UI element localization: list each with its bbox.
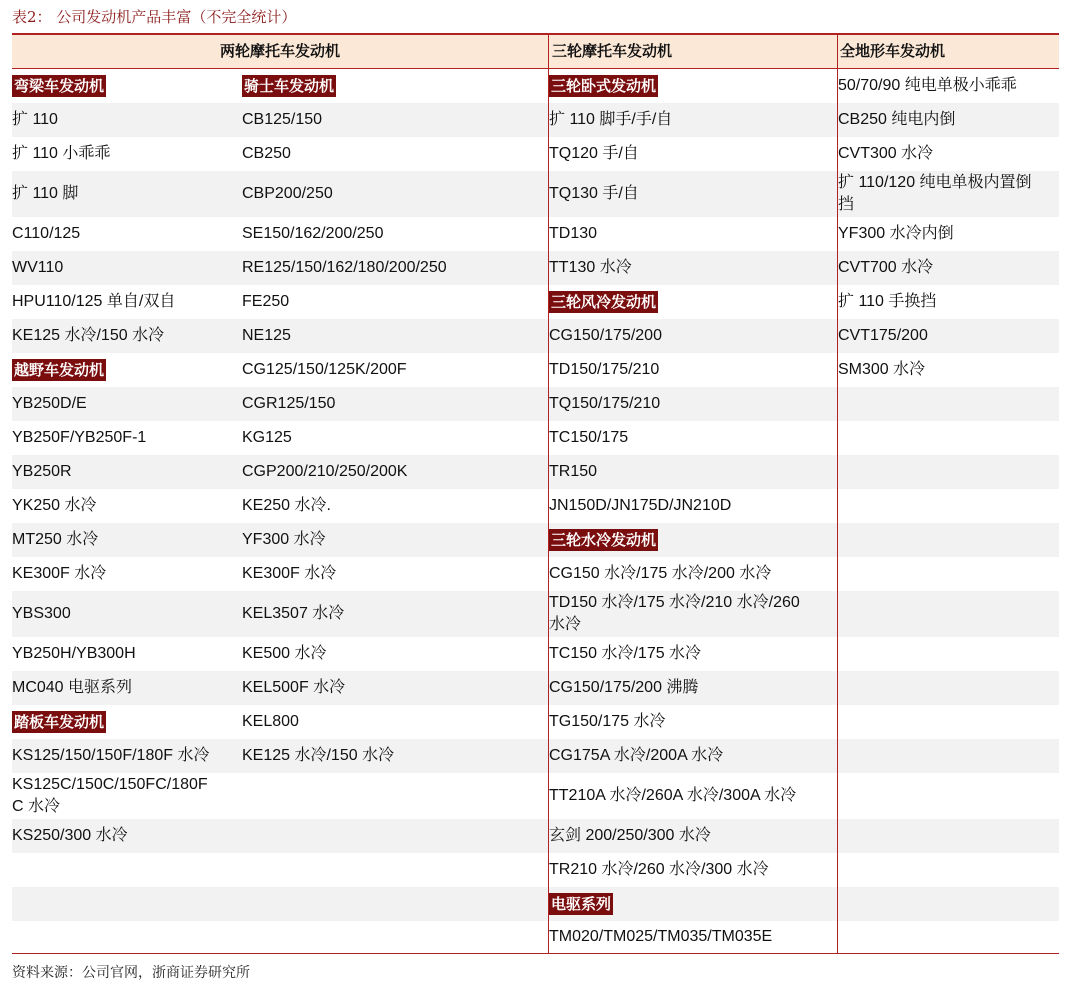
engine-model: 扩 110 小乖乖: [12, 145, 111, 162]
engine-model: KE300F 水冷: [242, 565, 337, 582]
engine-model: NE125: [242, 327, 291, 344]
engine-model: KS125/150/150F/180F 水冷: [12, 747, 210, 764]
category-label: 弯梁车发动机: [14, 77, 105, 95]
engine-model: YB250F/YB250F-1: [12, 429, 147, 446]
engine-model: 扩 110 脚手/手/自: [549, 111, 673, 128]
engine-model: TQ120 手/自: [549, 145, 639, 162]
engine-model: 玄剑 200/250/300 水冷: [549, 827, 711, 844]
engine-model: SE150/162/200/250: [242, 225, 384, 242]
engine-model: KEL3507 水冷: [242, 605, 345, 622]
engine-model: KS250/300 水冷: [12, 827, 128, 844]
category-label: 电驱系列: [551, 895, 612, 913]
engine-model: TR150: [549, 463, 598, 480]
engine-model: JN150D/JN175D/JN210D: [549, 497, 732, 514]
engine-model: YF300 水冷: [242, 531, 326, 548]
category-label: 踏板车发动机: [14, 713, 105, 731]
engine-model: TD150/175/210: [549, 361, 660, 378]
engine-model: CB125/150: [242, 111, 323, 128]
engine-model: WV110: [12, 259, 64, 276]
row-background: [12, 853, 1059, 887]
engine-model: TQ150/175/210: [549, 395, 661, 412]
engine-model: TT130 水冷: [549, 259, 632, 276]
engine-model: YF300 水冷内倒: [838, 225, 954, 242]
header-three-wheel: 三轮摩托车发动机: [552, 42, 673, 60]
engine-model: CB250 纯电内倒: [838, 111, 956, 128]
engine-model: CGP200/210/250/200K: [242, 463, 408, 480]
engine-model: 50/70/90 纯电单极小乖乖: [838, 77, 1017, 94]
engine-model: TR210 水冷/260 水冷/300 水冷: [549, 861, 769, 878]
engine-model: YB250H/YB300H: [12, 645, 136, 662]
row-background: [12, 887, 1059, 921]
engine-model: TD130: [549, 225, 598, 242]
engine-model: CGR125/150: [242, 395, 336, 412]
column-divider: [548, 35, 549, 953]
engine-model: SM300 水冷: [838, 361, 926, 378]
engine-model: 扩 110 脚: [12, 185, 79, 202]
engine-model: FE250: [242, 293, 290, 310]
engine-model: YB250D/E: [12, 395, 87, 412]
engine-model: TM020/TM025/TM035/TM035E: [549, 928, 773, 945]
engine-model: KE125 水冷/150 水冷: [12, 327, 165, 344]
engine-model: TQ130 手/自: [549, 185, 639, 202]
table-header: [12, 35, 1059, 69]
engine-model: CG150 水冷/175 水冷/200 水冷: [549, 565, 772, 582]
category-label: 三轮水冷发动机: [551, 531, 657, 549]
engine-model: KEL500F 水冷: [242, 679, 346, 696]
engine-model: CB250: [242, 145, 291, 162]
engine-model: TG150/175 水冷: [549, 713, 666, 730]
engine-model: KS125C/150C/150FC/180F C 水冷: [12, 776, 208, 815]
engine-model: KE300F 水冷: [12, 565, 107, 582]
engine-model: 扩 110: [12, 111, 58, 128]
engine-model: KG125: [242, 429, 292, 446]
engine-model: C110/125: [12, 225, 81, 242]
engine-model: MC040 电驱系列: [12, 679, 133, 696]
engine-model: MT250 水冷: [12, 531, 99, 548]
engine-model: TC150/175: [549, 429, 629, 446]
bottom-rule: [12, 953, 1059, 954]
engine-model: CG125/150/125K/200F: [242, 361, 407, 378]
engine-model: YK250 水冷: [12, 497, 97, 514]
engine-model: HPU110/125 单自/双自: [12, 293, 176, 310]
engine-model: YBS300: [12, 605, 71, 622]
source-note: 资料来源：公司官网，浙商证券研究所: [12, 965, 250, 981]
engine-model: CG150/175/200: [549, 327, 662, 344]
engine-model: 扩 110/120 纯电单极内置倒 挡: [838, 174, 1032, 213]
category-label: 三轮风冷发动机: [551, 293, 657, 311]
engine-model: CG150/175/200 沸腾: [549, 679, 699, 696]
engine-model: KE250 水冷.: [242, 497, 331, 514]
engine-model: CVT175/200: [838, 327, 928, 344]
engine-model: CVT300 水冷: [838, 145, 934, 162]
row-background: [12, 921, 1059, 953]
engine-model: TD150 水冷/175 水冷/210 水冷/260 水冷: [549, 594, 800, 633]
header-two-wheel: 两轮摩托车发动机: [219, 42, 340, 60]
engine-model: KE125 水冷/150 水冷: [242, 747, 395, 764]
engine-model: TT210A 水冷/260A 水冷/300A 水冷: [549, 787, 797, 804]
engine-model: YB250R: [12, 463, 72, 480]
header-atv: 全地形车发动机: [840, 42, 946, 60]
engine-model: CVT700 水冷: [838, 259, 934, 276]
engine-model: KEL800: [242, 713, 299, 730]
engine-model: CBP200/250: [242, 185, 333, 202]
engine-model: 扩 110 手换挡: [838, 293, 937, 310]
category-label: 三轮卧式发动机: [551, 77, 657, 95]
engine-model: KE500 水冷: [242, 645, 327, 662]
category-label: 越野车发动机: [14, 361, 105, 379]
category-label: 骑士车发动机: [244, 77, 335, 95]
engine-model: CG175A 水冷/200A 水冷: [549, 747, 724, 764]
engine-model: RE125/150/162/180/200/250: [242, 259, 447, 276]
table-caption: 表2： 公司发动机产品丰富（不完全统计）: [12, 8, 297, 26]
engine-model: TC150 水冷/175 水冷: [549, 645, 702, 662]
